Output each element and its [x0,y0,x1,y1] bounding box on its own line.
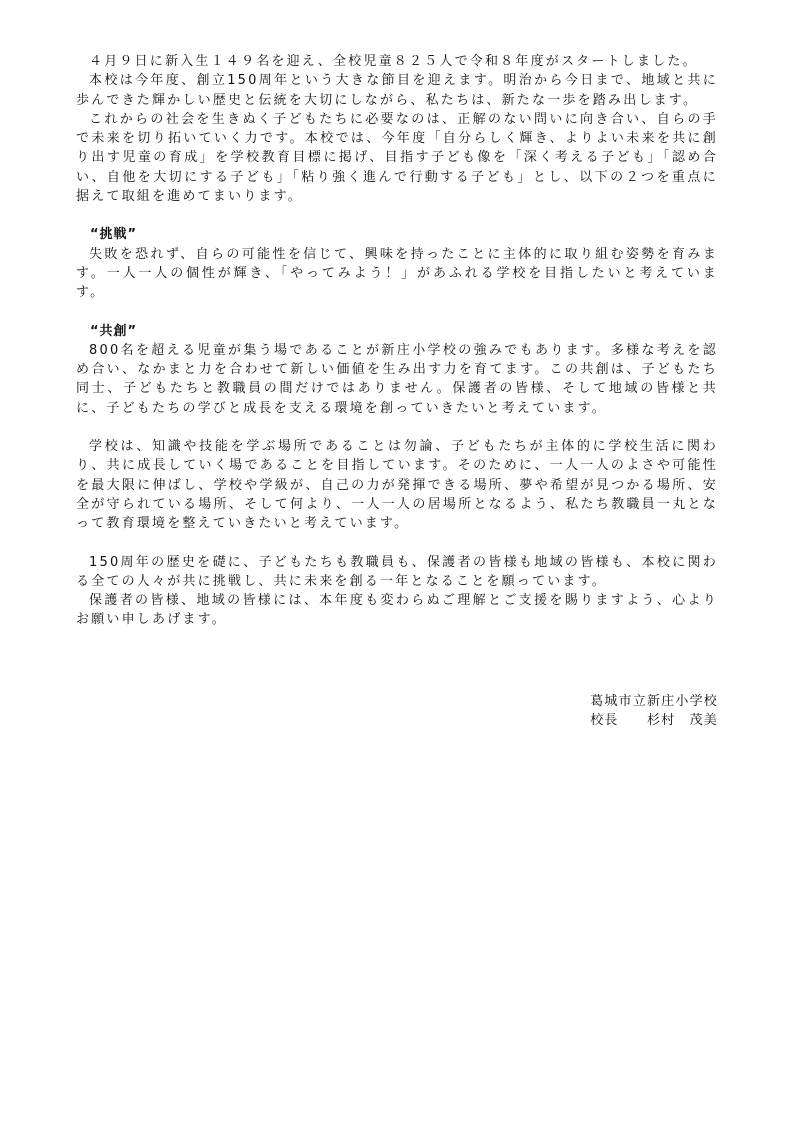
paragraph-closing: 保護者の皆様、地域の皆様には、本年度も変わらぬご理解とご支援を賜りますよう、心よりお願い申しあげます。 [76,593,718,628]
heading-challenge: “挑戦” [90,227,138,243]
paragraph-challenge: 失敗を恐れず、自らの可能性を信じて、興味を持ったことに主体的に取り組む姿勢を育みます。一人一人の個性が輝き、「やってみよう！」があふれる学校を目指したいと考えています。 [76,246,718,301]
paragraph-goals: これからの社会を生きぬく子どもたちに必要なのは、正解のない問いに向き合い、自らの手で未来を切り拓いていく力です。本校では、今年度「自分らしく輝き、よりよい未来を共に創り出す児童の育成」を学校教育目標に掲げ、目指す子ども像を「深く考える子ども」「認め合い、自他を大切にする子ども」「粘り強く進んで行動する子ども」とし、以下の２つを重点に据えて取組を進めてまいります。 [76,111,718,205]
school-name: 葛城市立新庄小学校 [590,694,718,709]
heading-co-creation: “共創” [90,323,138,339]
principal-name: 校長 杉村 茂美 [590,713,718,729]
signature-block [590,692,718,731]
paragraph-opening: ４月９日に新入生１４９名を迎え、全校児童８２５人で令和８年度がスタートしました。 [89,54,698,69]
paragraph-anniversary: 本校は今年度、創立150周年という大きな節目を迎えます。明治から今日まで、地域と共に歩んできた輝かしい歴史と伝統を大切にしながら、私たちは、新たな一歩を踏み出します。 [76,73,718,108]
spacer [76,418,718,437]
spacer [76,303,718,322]
spacer [76,206,718,225]
letter-body [76,52,718,630]
paragraph-hopes: 150周年の歴史を礎に、子どもたちも教職員も、保護者の皆様も地域の皆様も、本校に関わる全ての人々が共に挑戦し、共に未来を創る一年となることを願っています。 [76,554,718,589]
spacer [76,534,718,553]
paragraph-co-creation: 800名を超える児童が集う場であることが新庄小学校の強みでもあります。多様な考えを認め合い、なかまと力を合わせて新しい価値を生み出す力を育てます。この共創は、子どもたち同士、子どもたちと教職員の間だけではありません。保護者の皆様、そして地域の皆様と共に、子どもたちの学びと成長を支える環境を創っていきたいと考えています。 [76,342,718,416]
paragraph-school-vision: 学校は、知識や技能を学ぶ場所であることは勿論、子どもたちが主体的に学校生活に関わり、共に成長していく場であることを目指しています。そのために、一人一人のよさや可能性を最大限に伸ばし、学校や学級が、自己の力が発揮できる場所、夢や希望が見つかる場所、安全が守られている場所、そして何より、一人一人の居場所となるよう、私たち教職員一丸となって教育環境を整えていきたいと考えています。 [76,439,718,532]
